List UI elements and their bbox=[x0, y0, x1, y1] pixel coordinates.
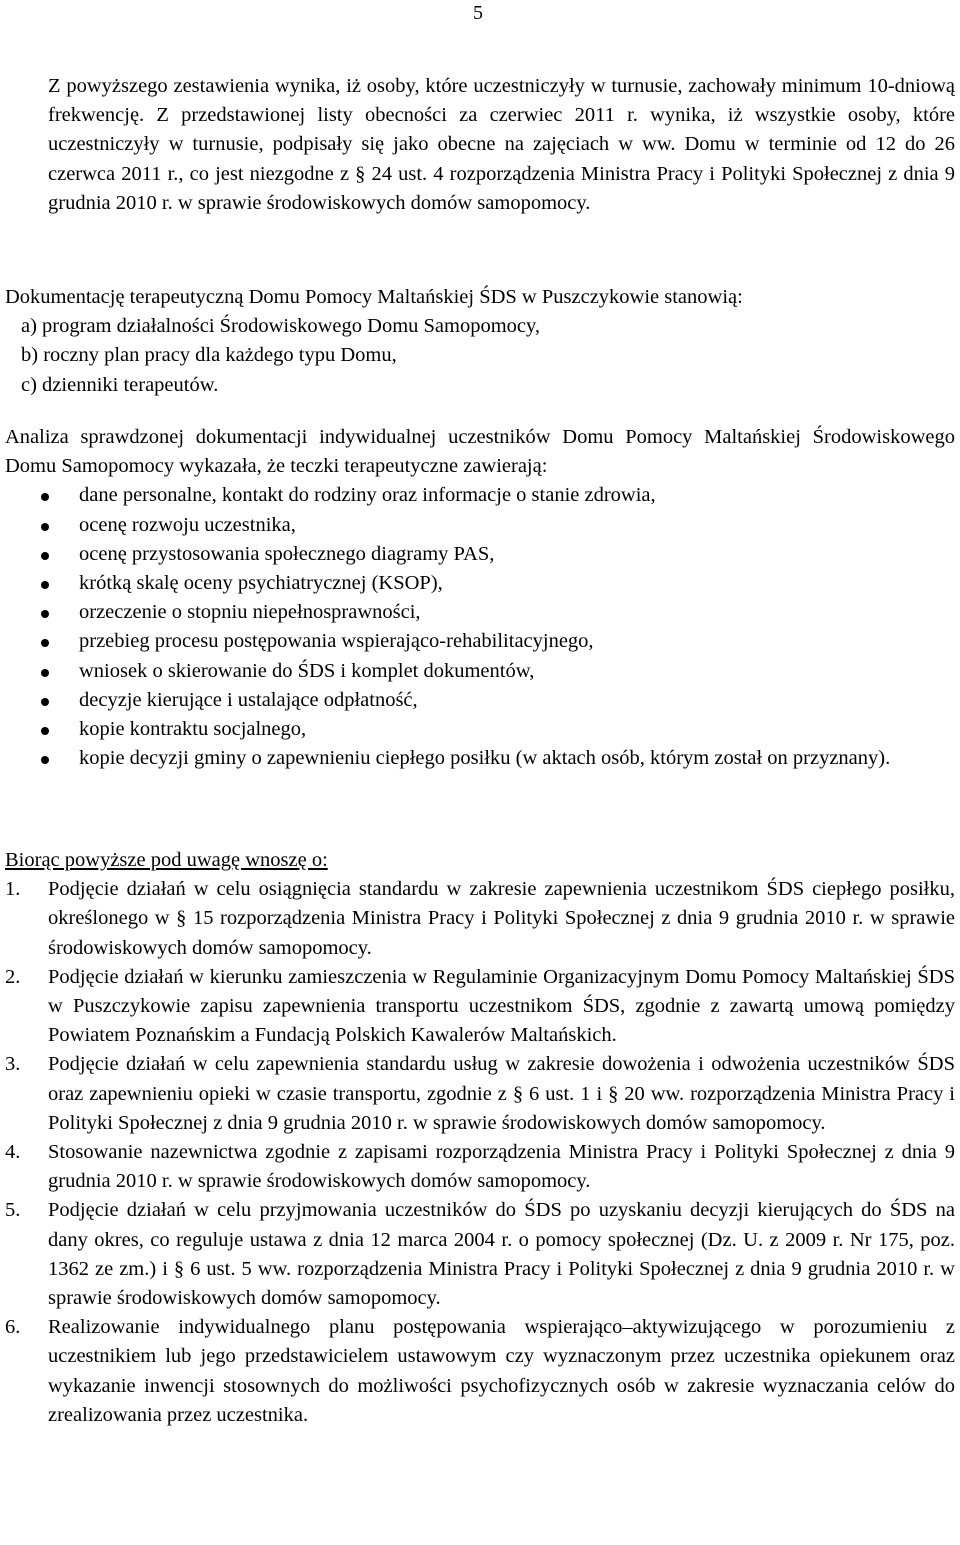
list-item: krótką skalę oceny psychiatrycznej (KSOP), bbox=[5, 569, 955, 598]
recommendations-section bbox=[5, 846, 955, 1430]
list-item: 3. Podjęcie działań w celu zapewnienia standardu usług w zakresie dowożenia i odwożenia uczestników ŚDS oraz zapewnieniu opieki w czasie transportu, zgodnie z § 6 ust. 1 i § 20 ww. rozporządzenia Ministra Pracy i Polityki Społecznej z dnia 9 grudnia 2010 r. w sprawie środowiskowych domów samopomocy. bbox=[5, 1053, 955, 1134]
bullet-icon bbox=[41, 523, 49, 531]
bullet-icon bbox=[41, 698, 49, 706]
list-item: decyzje kierujące i ustalające odpłatność, bbox=[5, 686, 955, 715]
bullet-icon bbox=[41, 727, 49, 735]
page-number: 5 bbox=[473, 2, 483, 24]
documentation-item: b) roczny plan pracy dla każdego typu Domu, bbox=[21, 344, 397, 367]
documentation-section bbox=[5, 283, 955, 400]
bullet-icon bbox=[41, 610, 49, 618]
list-item: ocenę rozwoju uczestnika, bbox=[5, 511, 955, 540]
bullet-icon bbox=[41, 581, 49, 589]
bullet-icon bbox=[41, 493, 49, 501]
analysis-intro: Analiza sprawdzonej dokumentacji indywidualnej uczestników Domu Pomocy Maltańskiej Środowiskowego Domu Samopomocy wykazała, że teczki terapeutyczne zawierają: bbox=[5, 426, 955, 478]
list-item: 4. Stosowanie nazewnictwa zgodnie z zapisami rozporządzenia Ministra Pracy i Polityki Społecznej z dnia 9 grudnia 2010 r. w sprawie środowiskowych domów samopomocy. bbox=[5, 1141, 955, 1193]
documentation-item: c) dzienniki terapeutów. bbox=[21, 373, 219, 396]
attendance-paragraph: Z powyższego zestawienia wynika, iż osoby, które uczestniczyły w turnusie, zachowały minimum 10-dniową frekwencję. Z przedstawionej listy obecności za czerwiec 2011 r. wynika, iż wszystkie osoby, które uczestniczyły w turnusie, podpisały się jako obecne na zajęciach w ww. Domu w terminie od 12 do 26 czerwca 2011 r., co jest niezgodne z § 24 ust. 4 rozporządzenia Ministra Pracy i Polityki Społecznej z dnia 9 grudnia 2010 r. w sprawie środowiskowych domów samopomocy. bbox=[48, 75, 955, 214]
bullet-icon bbox=[41, 669, 49, 677]
analysis-section bbox=[5, 423, 955, 773]
recommendations-list bbox=[5, 875, 955, 1430]
list-item: przebieg procesu postępowania wspierająco-rehabilitacyjnego, bbox=[5, 627, 955, 656]
list-item: ocenę przystosowania społecznego diagramy PAS, bbox=[5, 540, 955, 569]
analysis-bullet-list bbox=[5, 481, 955, 773]
list-item: 6. Realizowanie indywidualnego planu postępowania wspierająco–aktywizującego w porozumieniu z uczestnikiem lub jego przedstawicielem ustawowym czy wyznaczonym przez uczestnika opiekunem oraz wykazanie inwencji stosownych do możliwości psychofizycznych osób w zakresie wyznaczania celów do zrealizowania przez uczestnika. bbox=[5, 1316, 955, 1426]
list-item: dane personalne, kontakt do rodziny oraz informacje o stanie zdrowia, bbox=[5, 481, 955, 510]
list-item: orzeczenie o stopniu niepełnosprawności, bbox=[5, 598, 955, 627]
recommendations-heading: Biorąc powyższe pod uwagę wnoszę o: bbox=[5, 849, 328, 871]
list-item: 1. Podjęcie działań w celu osiągnięcia standardu w zakresie zapewnienia uczestnikom ŚDS ciepłego posiłku, określonego w § 15 rozporządzenia Ministra Pracy i Polityki Społecznej z dnia 9 grudnia 2010 r. w sprawie środowiskowych domów samopomocy. bbox=[5, 878, 955, 959]
bullet-icon bbox=[41, 552, 49, 560]
list-item: kopie decyzji gminy o zapewnieniu ciepłego posiłku (w aktach osób, którym został on przyznany). bbox=[5, 744, 955, 773]
documentation-intro: Dokumentację terapeutyczną Domu Pomocy Maltańskiej ŚDS w Puszczykowie stanowią: bbox=[5, 286, 743, 308]
list-item: 2. Podjęcie działań w kierunku zamieszczenia w Regulaminie Organizacyjnym Domu Pomocy Maltańskiej ŚDS w Puszczykowie zapisu zapewnienia transportu uczestnikom ŚDS, zgodnie z zawartą umową pomiędzy Powiatem Poznańskim a Fundacją Polskich Kawalerów Maltańskich. bbox=[5, 965, 955, 1047]
bullet-icon bbox=[41, 756, 49, 764]
list-item: kopie kontraktu socjalnego, bbox=[5, 715, 955, 744]
list-item: wniosek o skierowanie do ŚDS i komplet dokumentów, bbox=[5, 657, 955, 686]
bullet-icon bbox=[41, 639, 49, 647]
documentation-item: a) program działalności Środowiskowego Domu Samopomocy, bbox=[21, 315, 541, 338]
list-item: 5. Podjęcie działań w celu przyjmowania uczestników do ŚDS po uzyskaniu decyzji kierujących do ŚDS na dany okres, co reguluje ustawa z dnia 12 marca 2004 r. o pomocy społecznej (Dz. U. z 2009 r. Nr 175, poz. 1362 ze zm.) i § 6 ust. 5 ww. rozporządzenia Ministra Pracy i Polityki Społecznej z dnia 9 grudnia 2010 r. w sprawie środowiskowych domów samopomocy. bbox=[5, 1199, 955, 1310]
